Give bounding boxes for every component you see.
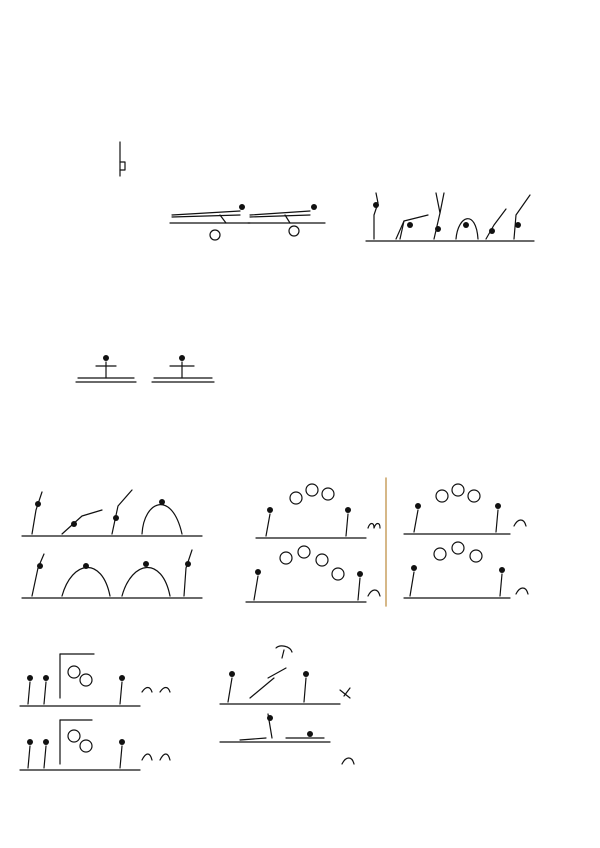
mortal-agrupado-figures: [246, 478, 390, 608]
spagat-figures: [76, 352, 216, 392]
mortal-carpa-figures: [400, 478, 540, 608]
aei-symbol-drawing: [112, 140, 132, 180]
paloma-sequence-figures: [366, 185, 536, 245]
mortal-extendido-figures: [220, 638, 370, 776]
hirondelle-figures: [170, 195, 330, 245]
flic-flac-figures: [22, 480, 202, 600]
mortal-adelante-carpa-figures: [20, 648, 190, 778]
